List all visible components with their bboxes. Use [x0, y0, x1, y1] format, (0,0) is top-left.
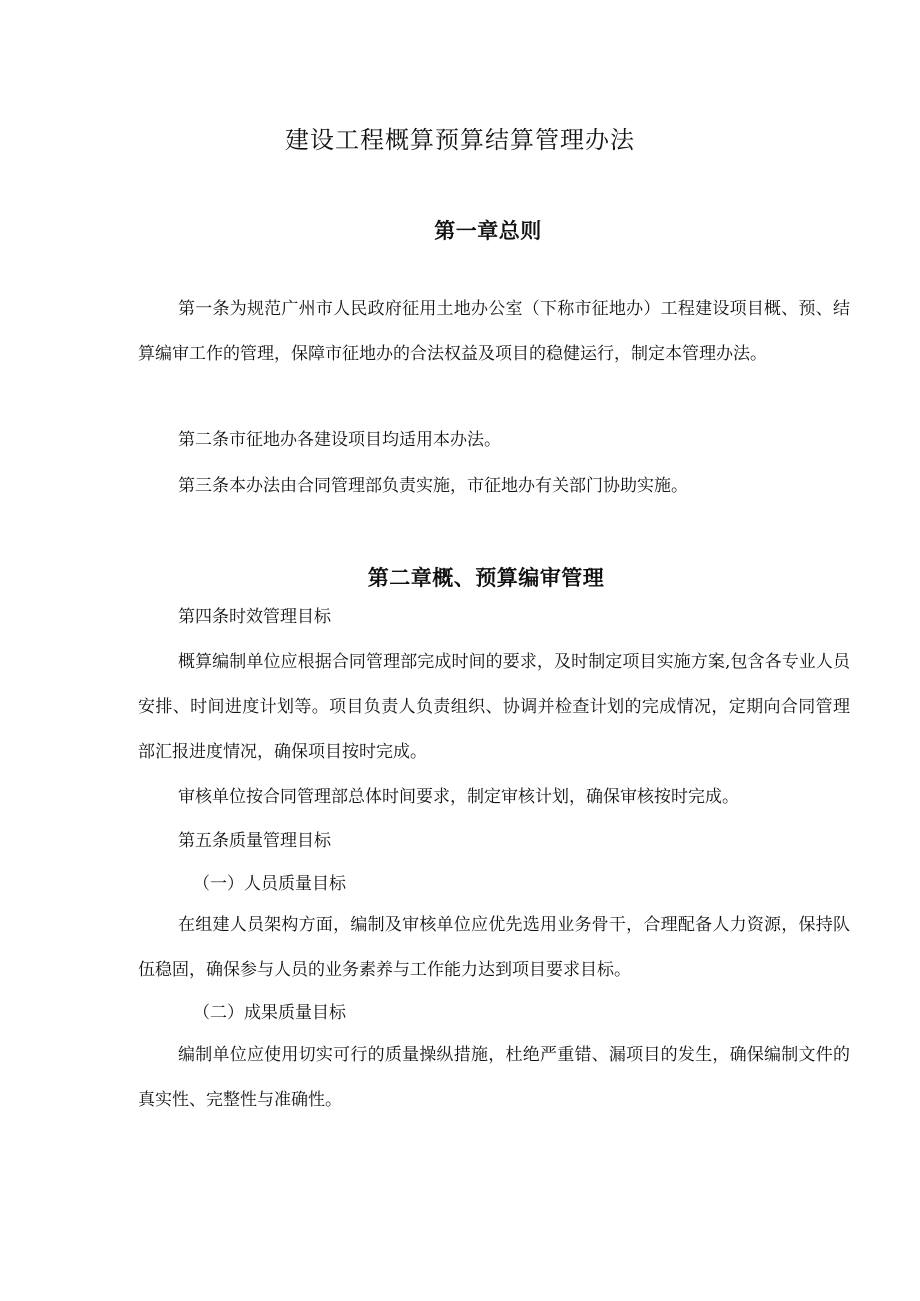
subsection-1-title: （一）人员质量目标	[193, 874, 346, 894]
article-5-title: 第五条质量管理目标	[178, 831, 331, 851]
subsection-1-paragraph: 在组建人员架构方面，编制及审核单位应优先选用业务骨干，合理配备人力资源，保持队伍稳固，确保参与人员的业务素养与工作能力达到项目要求目标。	[138, 915, 850, 980]
article-4-paragraph-1: 概算编制单位应根据合同管理部完成时间的要求，及时制定项目实施方案,包含各专业人员安排、时间进度计划等。项目负责人负责组织、协调并检查计划的完成情况，定期向合同管理部汇报进度情况，确保项目按时完成。	[138, 652, 850, 762]
article-4-paragraph-2: 审核单位按合同管理部总体时间要求，制定审核计划，确保审核按时完成。	[178, 787, 739, 807]
article-2-paragraph: 第二条市征地办各建设项目均适用本办法。	[178, 430, 501, 450]
document-title: 建设工程概算预算结算管理办法	[285, 126, 635, 154]
article-1-paragraph: 第一条为规范广州市人民政府征用土地办公室（下称市征地办）工程建设项目概、预、结算编审工作的管理，保障市征地办的合法权益及项目的稳健运行，制定本管理办法。	[138, 299, 850, 364]
article-3-paragraph: 第三条本办法由合同管理部负责实施，市征地办有关部门协助实施。	[178, 476, 688, 496]
chapter-2-heading: 第二章概、预算编审管理	[367, 566, 605, 590]
subsection-2-title: （二）成果质量目标	[193, 1003, 346, 1023]
subsection-2-paragraph: 编制单位应使用切实可行的质量操纵措施，杜绝严重错、漏项目的发生，确保编制文件的真实性、完整性与准确性。	[138, 1045, 850, 1110]
article-4-title: 第四条时效管理目标	[178, 607, 331, 627]
chapter-1-heading: 第一章总则	[434, 219, 542, 243]
